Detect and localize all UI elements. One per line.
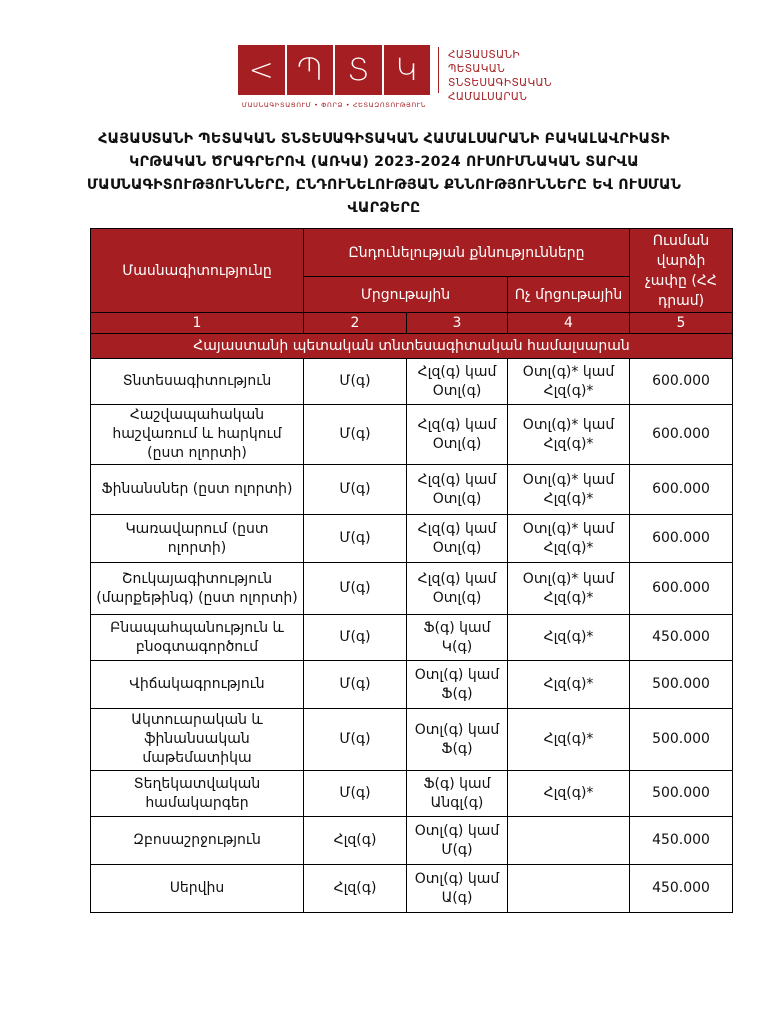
competitive-exam-1-cell: Մ(գ) xyxy=(304,661,407,709)
competitive-exam-1-cell: Մ(գ) xyxy=(304,465,407,515)
table-row xyxy=(91,465,733,515)
admissions-table xyxy=(90,228,733,913)
table-row xyxy=(91,615,733,661)
table-row xyxy=(91,563,733,615)
logo-letter: Կ xyxy=(395,52,418,88)
fee-cell: 600.000 xyxy=(630,405,733,465)
header-specialty: Մասնագիտությունը xyxy=(91,229,304,313)
non-competitive-exam-cell: Հլզ(գ)* xyxy=(508,709,630,771)
logo-wordmark xyxy=(448,48,552,104)
logo-wordmark-line: ՀԱՅԱՍՏԱՆԻ ՊԵՏԱԿԱՆ xyxy=(448,49,520,75)
table-row xyxy=(91,405,733,465)
competitive-exam-1-cell: Մ(գ) xyxy=(304,515,407,563)
column-number: 2 xyxy=(304,313,407,334)
header-competitive: Մրցութային xyxy=(304,277,508,313)
competitive-exam-1-cell: Հլզ(գ) xyxy=(304,865,407,913)
header-non-competitive: Ոչ մրցութային xyxy=(508,277,630,313)
document-title: ՀԱՅԱՍՏԱՆԻ ՊԵՏԱԿԱՆ ՏՆՏԵՍԱԳԻՏԱԿԱՆ ՀԱՄԱԼՍԱՐԱՆԻ ԲԱԿԱԼԱՎՐԻԱՏԻ ԿՐԹԱԿԱՆ ԾՐԱԳՐԵՐՈՎ (ԱՌԿԱ) 2023-2024 ՈՒՍՈՒՄՆԱԿԱՆ ՏԱՐՎԱ ՄԱՍՆԱԳԻՏՈՒԹՅՈՒՆՆԵՐԸ, ԸՆԴՈՒՆԵԼՈՒԹՅԱՆ ՔՆՆՈՒԹՅՈՒՆՆԵՐԸ ԵՎ ՈՒՍՄԱՆ ՎԱՐՁԵՐԸ xyxy=(86,131,682,216)
non-competitive-exam-cell: Հլզ(գ)* xyxy=(508,661,630,709)
fee-cell: 600.000 xyxy=(630,359,733,405)
specialty-cell: Կառավարում (ըստ ոլորտի) xyxy=(91,515,304,563)
specialty-cell: Տնտեսագիտություն xyxy=(91,359,304,405)
logo-tagline: ՄԱՍՆԱԳԻՏԱՑՈՒՄ • ՓՈՐՁ • ՀԵՏԱԶՈՏՈՒԹՅՈՒՆ xyxy=(241,101,427,109)
specialty-cell: Ֆինանսներ (ըստ ոլորտի) xyxy=(91,465,304,515)
fee-cell: 500.000 xyxy=(630,771,733,817)
competitive-exam-2-cell: Հլզ(գ) կամ Օտլ(գ) xyxy=(407,359,508,405)
fee-cell: 450.000 xyxy=(630,817,733,865)
competitive-exam-1-cell: Մ(գ) xyxy=(304,615,407,661)
column-number: 5 xyxy=(630,313,733,334)
fee-cell: 450.000 xyxy=(630,865,733,913)
section-title: Հայաստանի պետական տնտեսագիտական համալսարան xyxy=(91,334,733,359)
table-row xyxy=(91,661,733,709)
non-competitive-exam-cell xyxy=(508,865,630,913)
competitive-exam-2-cell: Հլզ(գ) կամ Օտլ(գ) xyxy=(407,405,508,465)
fee-cell: 600.000 xyxy=(630,465,733,515)
logo-letter: Պ xyxy=(287,45,336,95)
table-row xyxy=(91,865,733,913)
university-logo xyxy=(238,45,552,115)
non-competitive-exam-cell: Հլզ(գ)* xyxy=(508,615,630,661)
non-competitive-exam-cell xyxy=(508,817,630,865)
non-competitive-exam-cell: Օտլ(գ)* կամ Հլզ(գ)* xyxy=(508,465,630,515)
competitive-exam-2-cell: Ֆ(գ) կամ Անգլ(գ) xyxy=(407,771,508,817)
non-competitive-exam-cell: Օտլ(գ)* կամ Հլզ(գ)* xyxy=(508,563,630,615)
table-row xyxy=(91,359,733,405)
competitive-exam-1-cell: Հլզ(գ) xyxy=(304,817,407,865)
competitive-exam-2-cell: Օտլ(գ) կամ Ա(գ) xyxy=(407,865,508,913)
specialty-cell: Հաշվապահական հաշվառում և հարկում (ըստ ոլորտի) xyxy=(91,405,304,465)
competitive-exam-1-cell: Մ(գ) xyxy=(304,771,407,817)
non-competitive-exam-cell: Օտլ(գ)* կամ Հլզ(գ)* xyxy=(508,359,630,405)
column-number: 3 xyxy=(407,313,508,334)
fee-cell: 450.000 xyxy=(630,615,733,661)
column-number: 1 xyxy=(91,313,304,334)
fee-cell: 500.000 xyxy=(630,661,733,709)
table-row xyxy=(91,709,733,771)
competitive-exam-2-cell: Օտլ(գ) կամ Ֆ(գ) xyxy=(407,709,508,771)
logo-letter: Տ xyxy=(335,45,384,95)
fee-cell: 600.000 xyxy=(630,563,733,615)
non-competitive-exam-cell: Օտլ(գ)* կամ Հլզ(գ)* xyxy=(508,405,630,465)
table-row xyxy=(91,817,733,865)
specialty-cell: Շուկայագիտություն (մարքեթինգ) (ըստ ոլորտի) xyxy=(91,563,304,615)
specialty-cell: Զբոսաշրջություն xyxy=(91,817,304,865)
fee-cell: 500.000 xyxy=(630,709,733,771)
logo-divider xyxy=(438,47,439,93)
specialty-cell: Բնապահպանություն և բնօգտագործում xyxy=(91,615,304,661)
specialty-cell: Սերվիս xyxy=(91,865,304,913)
table-row xyxy=(91,771,733,817)
competitive-exam-2-cell: Հլզ(գ) կամ Օտլ(գ) xyxy=(407,465,508,515)
competitive-exam-1-cell: Մ(գ) xyxy=(304,709,407,771)
specialty-cell: Ակտուարական և ֆինանսական մաթեմատիկա xyxy=(91,709,304,771)
specialty-cell: Տեղեկատվական համակարգեր xyxy=(91,771,304,817)
competitive-exam-2-cell: Օտլ(գ) կամ Մ(գ) xyxy=(407,817,508,865)
logo-wordmark-line: ՏՆՏԵՍԱԳԻՏԱԿԱՆ xyxy=(448,77,552,89)
specialty-cell: Վիճակագրություն xyxy=(91,661,304,709)
logo-wordmark-line: ՀԱՄԱԼՍԱՐԱՆ xyxy=(448,91,528,103)
competitive-exam-1-cell: Մ(գ) xyxy=(304,405,407,465)
competitive-exam-1-cell: Մ(գ) xyxy=(304,563,407,615)
non-competitive-exam-cell: Օտլ(գ)* կամ Հլզ(գ)* xyxy=(508,515,630,563)
competitive-exam-1-cell: Մ(գ) xyxy=(304,359,407,405)
competitive-exam-2-cell: Հլզ(գ) կամ Օտլ(գ) xyxy=(407,563,508,615)
competitive-exam-2-cell: Ֆ(գ) կամ Կ(գ) xyxy=(407,615,508,661)
fee-cell: 600.000 xyxy=(630,515,733,563)
section-row xyxy=(91,334,733,359)
competitive-exam-2-cell: Հլզ(գ) կամ Օտլ(գ) xyxy=(407,515,508,563)
non-competitive-exam-cell: Հլզ(գ)* xyxy=(508,771,630,817)
header-row xyxy=(91,229,733,277)
logo-mark xyxy=(238,45,430,95)
column-number-row xyxy=(91,313,733,334)
competitive-exam-2-cell: Օտլ(գ) կամ Ֆ(գ) xyxy=(407,661,508,709)
logo-letter: < xyxy=(238,45,287,95)
header-fee: Ուսման վարձի չափը (ՀՀ դրամ) xyxy=(630,229,733,313)
column-number: 4 xyxy=(508,313,630,334)
header-exams: Ընդունելության քննությունները xyxy=(304,229,630,277)
table-row xyxy=(91,515,733,563)
